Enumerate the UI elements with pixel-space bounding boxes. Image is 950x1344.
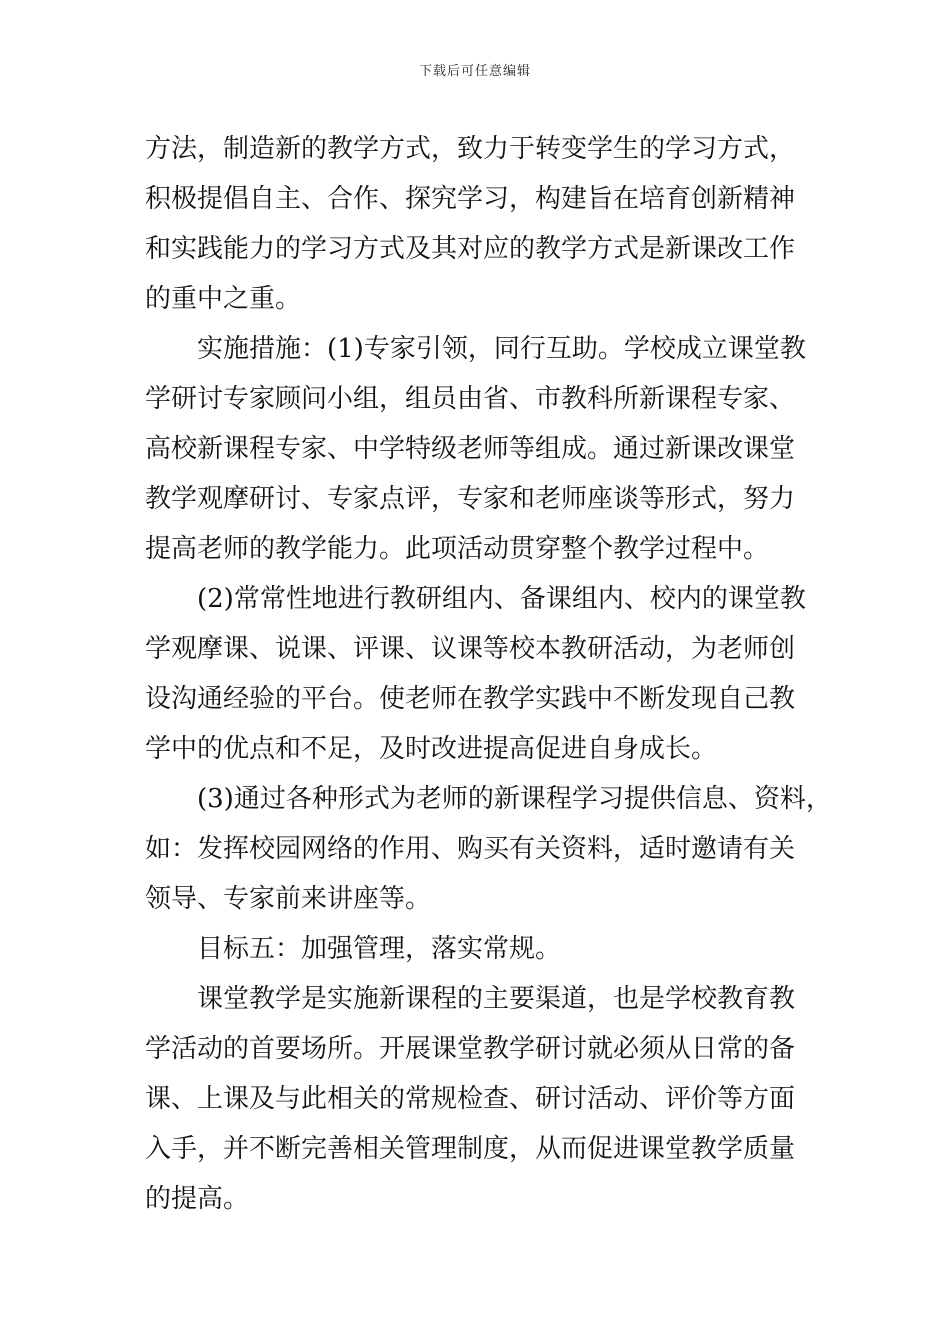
paragraph-1 xyxy=(145,124,815,324)
text-line: 如：发挥校园网络的作用、购买有关资料，适时邀请有关 xyxy=(145,834,796,864)
text-line: 领导、专家前来讲座等。 xyxy=(145,884,432,914)
text-line: 教学观摩研讨、专家点评，专家和老师座谈等形式，努力 xyxy=(145,484,796,514)
text-line: 实施措施：(1)专家引领，同行互助。学校成立课堂教 xyxy=(197,334,806,364)
text-line: 学观摩课、说课、评课、议课等校本教研活动，为老师创 xyxy=(145,634,796,664)
text-line: 高校新课程专家、中学特级老师等组成。通过新课改课堂 xyxy=(145,434,796,464)
paragraph-6 xyxy=(145,974,815,1224)
text-line: 入手，并不断完善相关管理制度，从而促进课堂教学质量 xyxy=(145,1134,796,1164)
text-line: 学中的优点和不足，及时改进提高促进自身成长。 xyxy=(145,734,718,764)
section-heading: 目标五：加强管理，落实常规。 xyxy=(197,934,562,964)
page-header: 下载后可任意编辑 xyxy=(418,64,531,79)
document-body xyxy=(145,124,832,1224)
text-line: (3)通过各种形式为老师的新课程学习提供信息、资料， xyxy=(197,784,832,814)
text-line: 设沟通经验的平台。使老师在教学实践中不断发现自己教 xyxy=(145,684,796,714)
text-line: 和实践能力的学习方式及其对应的教学方式是新课改工作 xyxy=(145,234,796,264)
paragraph-5 xyxy=(145,924,815,974)
text-line: 课、上课及与此相关的常规检查、研讨活动、评价等方面 xyxy=(145,1084,796,1114)
paragraph-3 xyxy=(145,574,815,774)
text-line: 学研讨专家顾问小组，组员由省、市教科所新课程专家、 xyxy=(145,384,796,414)
text-line: (2)常常性地进行教研组内、备课组内、校内的课堂教 xyxy=(197,584,806,614)
paragraph-2 xyxy=(145,324,815,574)
text-line: 的重中之重。 xyxy=(145,284,302,314)
text-line: 学活动的首要场所。开展课堂教学研讨就必须从日常的备 xyxy=(145,1034,796,1064)
text-line: 课堂教学是实施新课程的主要渠道，也是学校教育教 xyxy=(197,984,796,1014)
paragraph-4 xyxy=(145,774,832,924)
text-line: 积极提倡自主、合作、探究学习，构建旨在培育创新精神 xyxy=(145,184,796,214)
text-line: 的提高。 xyxy=(145,1184,250,1214)
text-line: 提高老师的教学能力。此项活动贯穿整个教学过程中。 xyxy=(145,534,770,564)
text-line: 方法，制造新的教学方式，致力于转变学生的学习方式， xyxy=(145,134,796,164)
